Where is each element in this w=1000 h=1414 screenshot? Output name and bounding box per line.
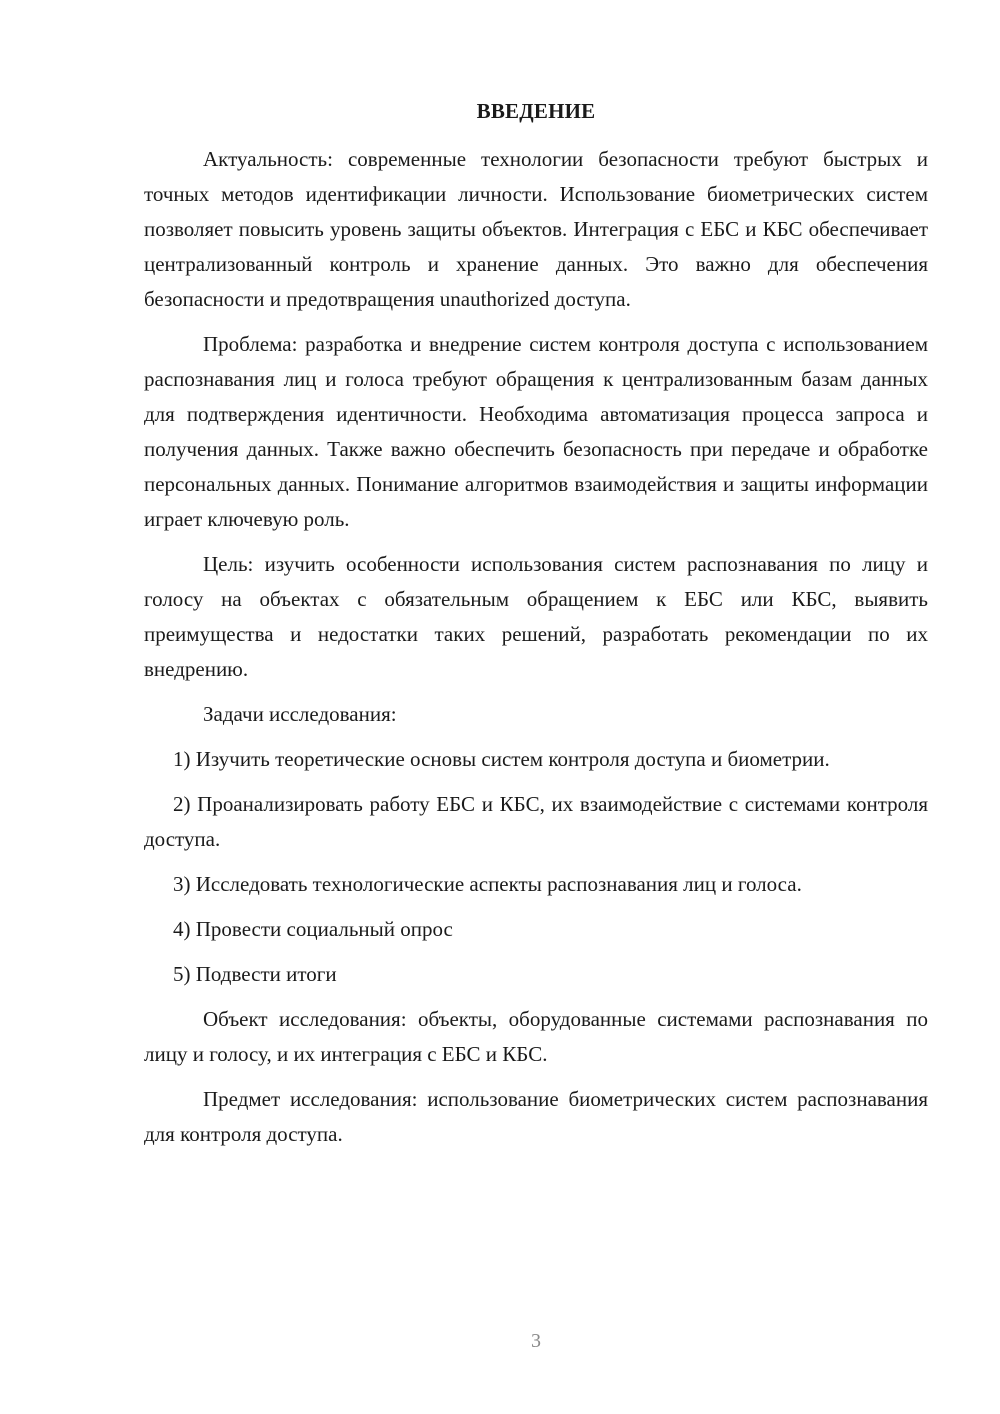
task-item-2: 2) Проанализировать работу ЕБС и КБС, их взаимодействие с системами контроля доступа. [144,792,928,851]
task-item-5: 5) Подвести итоги [173,962,337,986]
task-item-1: 1) Изучить теоретические основы систем контроля доступа и биометрии. [173,747,830,771]
task-item-4: 4) Провести социальный опрос [173,917,453,941]
page-title: ВВЕДЕНИЕ [476,99,596,123]
document-page [144,94,928,1162]
paragraph-problem: Проблема: разработка и внедрение систем контроля доступа с использованием распознавания лиц и голоса требуют обращения к централизованным базам данных для подтверждения идентичности. Необходима автоматизация процесса запроса и получения данных. Также важно обеспечить безопасность при передаче и обработке персональных данных. Понимание алгоритмов взаимодействия и защиты информации играет ключевую роль. [144,332,928,531]
paragraph-subject: Предмет исследования: использование биометрических систем распознавания для контроля доступа. [144,1087,928,1146]
paragraph-object: Объект исследования: объекты, оборудованные системами распознавания по лицу и голосу, и их интеграция с ЕБС и КБС. [144,1007,928,1066]
paragraph-goal: Цель: изучить особенности использования систем распознавания по лицу и голосу на объектах с обязательным обращением к ЕБС или КБС, выявить преимущества и недостатки таких решений, разработать рекомендации по их внедрению. [144,552,928,681]
task-item-3: 3) Исследовать технологические аспекты распознавания лиц и голоса. [173,872,802,896]
tasks-heading: Задачи исследования: [203,702,397,726]
paragraph-relevance: Актуальность: современные технологии безопасности требуют быстрых и точных методов идентификации личности. Использование биометрических систем позволяет повысить уровень защиты объектов. Интеграция с ЕБС и КБС обеспечивает централизованный контроль и хранение данных. Это важно для обеспечения безопасности и предотвращения unauthorized доступа. [144,147,928,311]
page-number: 3 [531,1330,541,1352]
